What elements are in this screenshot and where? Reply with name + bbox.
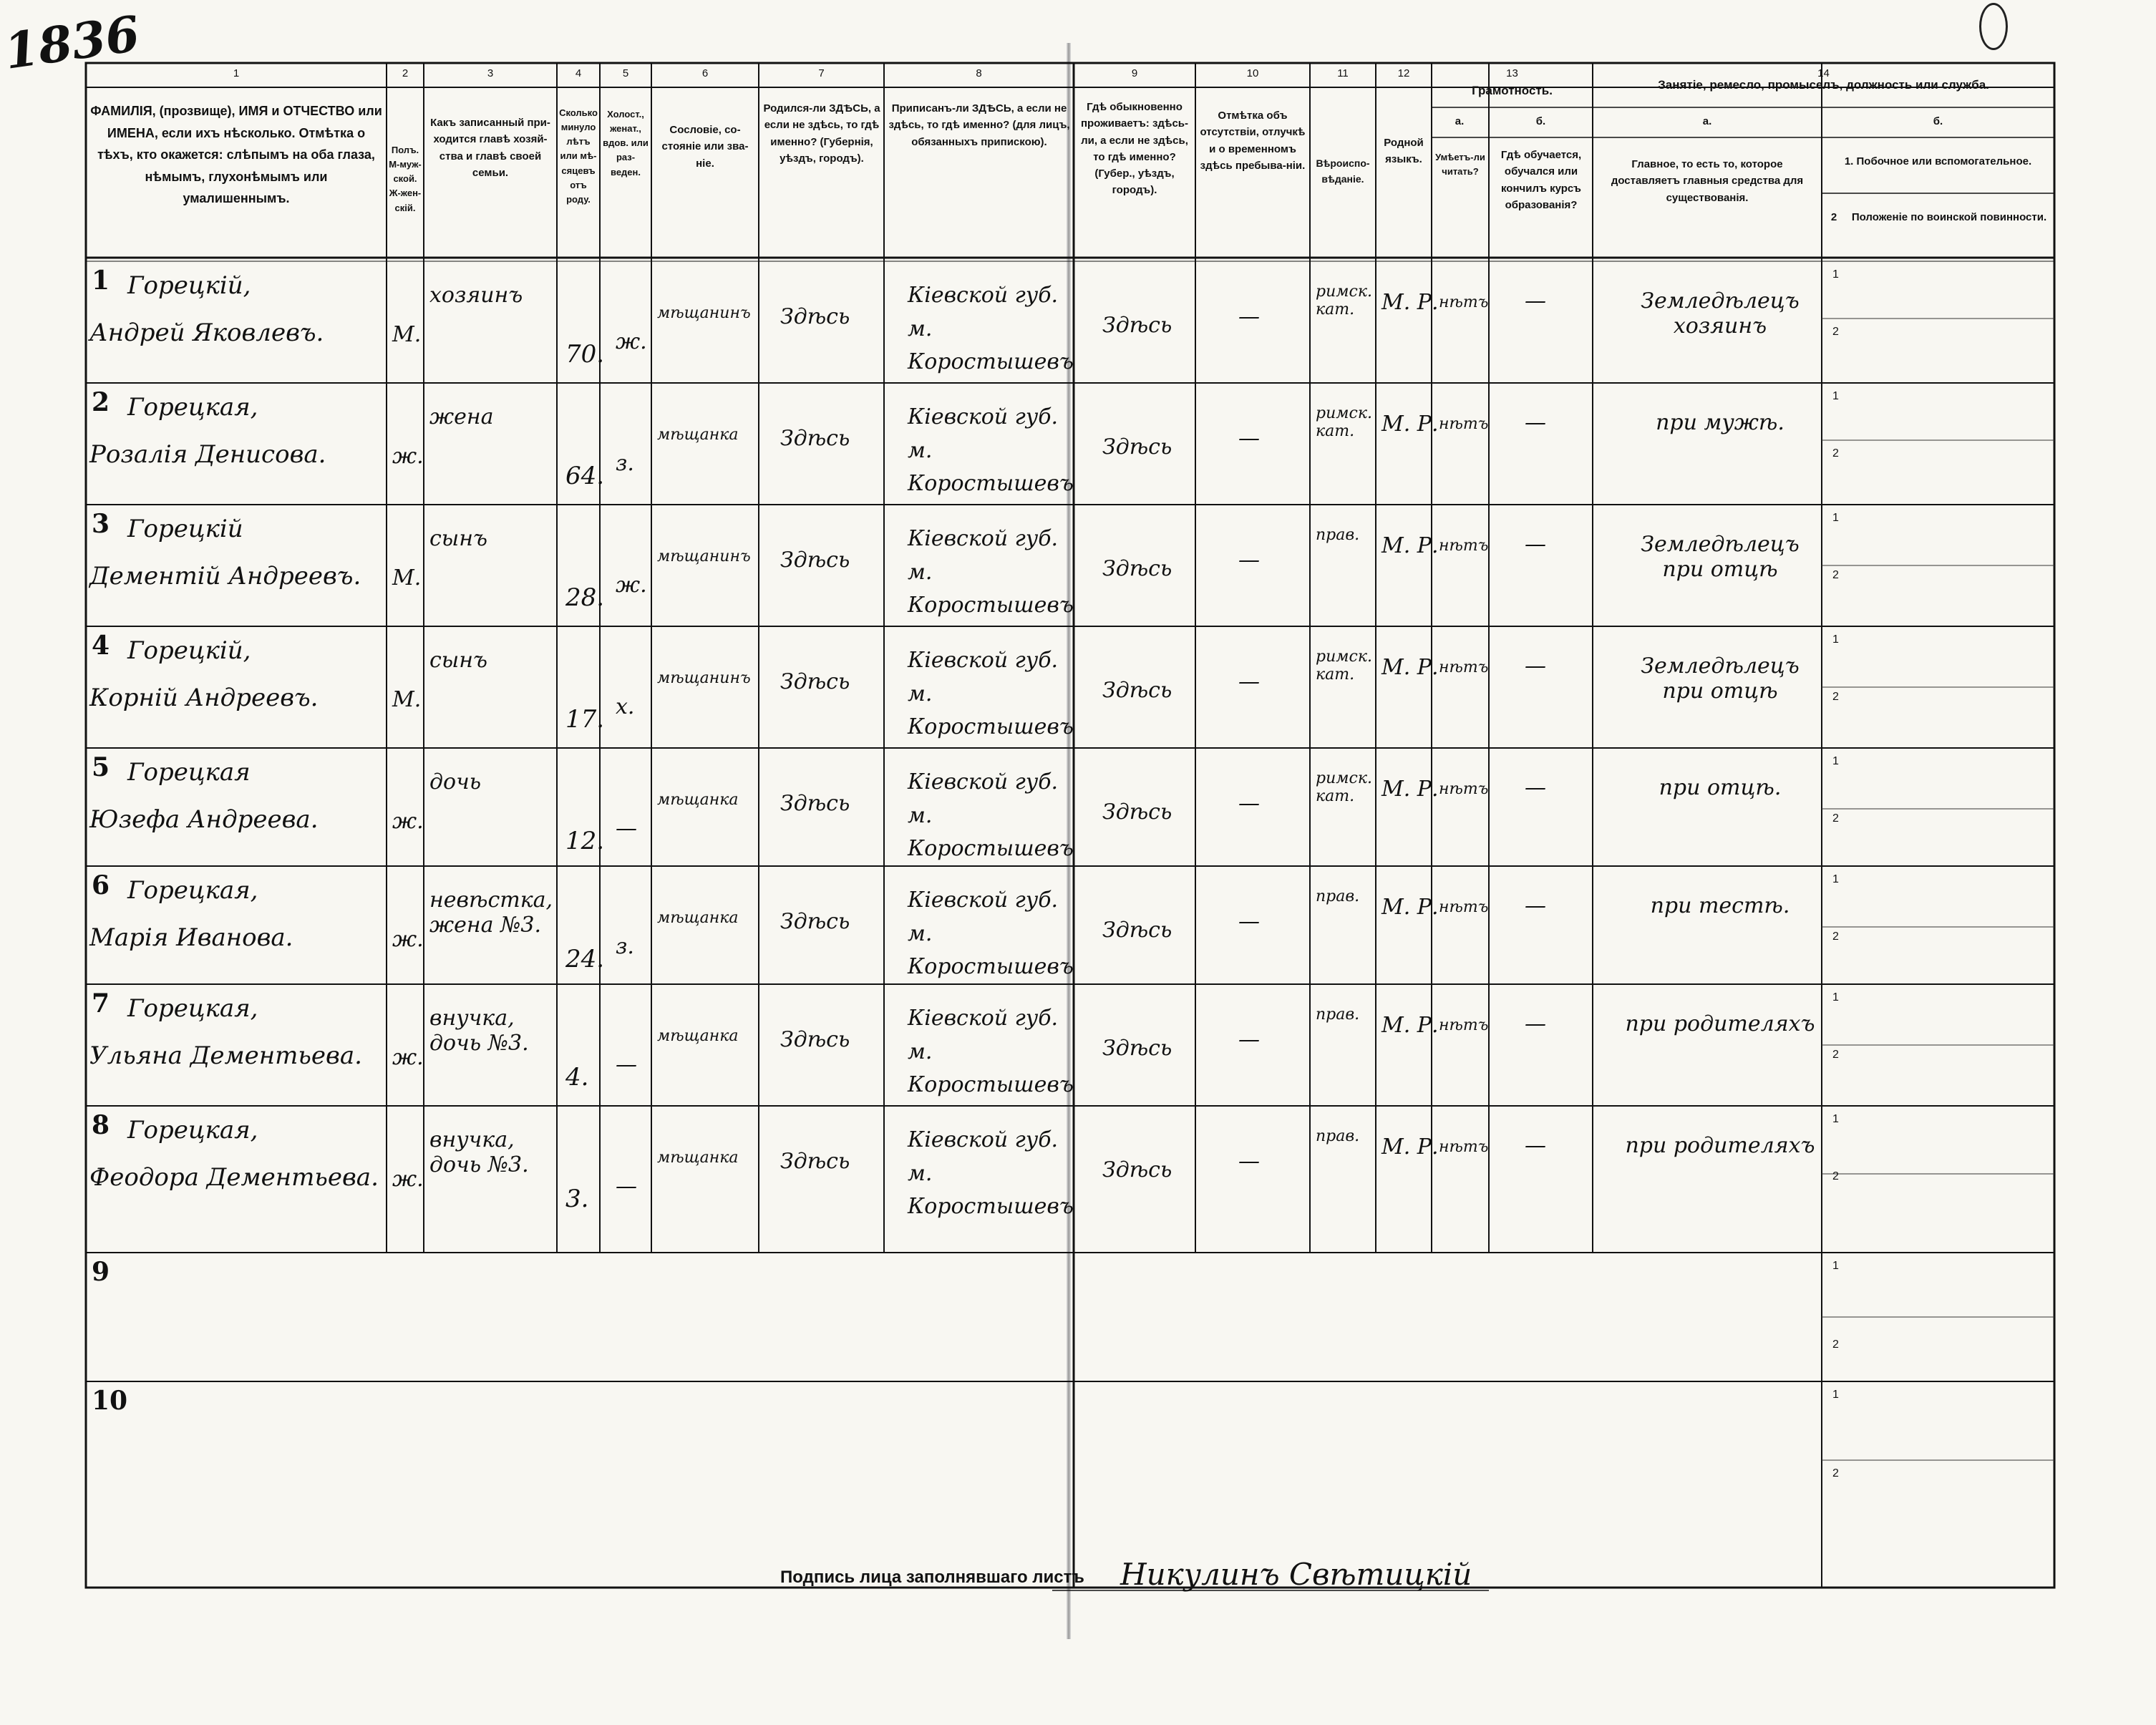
column-number-10: 10 bbox=[1246, 67, 1259, 79]
row-number: 9 bbox=[92, 1257, 110, 1287]
person-literacy: нѣтъ bbox=[1439, 659, 1489, 676]
header-relation: Какъ записанный при-ходится главѣ хозяй-ства и главѣ своей семьи. bbox=[430, 117, 550, 179]
signature: Никулинъ Свѣтицкій bbox=[1120, 1557, 1472, 1592]
military-status-number: 2 bbox=[1832, 930, 1839, 943]
person-religion: римск. кат. bbox=[1316, 648, 1372, 684]
column-number-12: 12 bbox=[1397, 67, 1410, 79]
person-marital: х. bbox=[616, 694, 635, 719]
column-number-6: 6 bbox=[701, 67, 709, 79]
header-sex: Полъ. М-муж-ской. Ж-жен-скій. bbox=[389, 145, 422, 213]
signature-label: Подпись лица заполнявшаго листъ bbox=[780, 1568, 1084, 1587]
column-number-14: 14 bbox=[1817, 67, 1830, 79]
person-marital: — bbox=[616, 816, 637, 841]
person-occupation: Земледѣлецъ при отцѣ bbox=[1641, 532, 1800, 582]
row-number: 2 bbox=[92, 387, 110, 417]
person-education: — bbox=[1525, 775, 1546, 800]
person-education: — bbox=[1525, 532, 1546, 557]
header-occupation: Занятіе, ремесло, промыселъ, должность или служба. bbox=[1658, 78, 1989, 92]
person-sex: М. bbox=[392, 687, 422, 712]
person-language: М. Р. bbox=[1382, 777, 1439, 802]
person-birthplace: Здѣсь bbox=[780, 1149, 850, 1174]
person-birthplace: Здѣсь bbox=[780, 548, 850, 573]
person-birthplace: Здѣсь bbox=[780, 304, 850, 329]
person-estate: мѣщанка bbox=[657, 909, 739, 927]
person-sex: М. bbox=[392, 565, 422, 591]
person-sex: ж. bbox=[392, 444, 424, 469]
person-language: М. Р. bbox=[1382, 1013, 1439, 1038]
header-age: Сколько минуло лѣтъ или мѣ-сяцевъ отъ роду. bbox=[559, 107, 598, 205]
secondary-occupation-number: 1 bbox=[1832, 873, 1839, 885]
person-relation: жена bbox=[429, 404, 494, 429]
column-number-13: 13 bbox=[1506, 67, 1518, 79]
person-birthplace: Здѣсь bbox=[780, 669, 850, 694]
person-occupation: при родителяхъ bbox=[1625, 1133, 1815, 1158]
header-residence: Гдѣ обыкновенно проживаетъ: здѣсь-ли, а если не здѣсь, то гдѣ именно? (Губер., уѣздъ, городъ). bbox=[1080, 101, 1189, 197]
header-marital: Холост., женат., вдов. или раз-веден. bbox=[603, 109, 649, 178]
person-occupation: при мужѣ. bbox=[1656, 410, 1784, 435]
header-absence: Отмѣтка объ отсутствіи, отлучкѣ и о временномъ здѣсь пребыва-ніи. bbox=[1200, 110, 1306, 172]
military-status-number: 2 bbox=[1832, 812, 1839, 825]
person-language: М. Р. bbox=[1382, 412, 1439, 437]
person-relation: внучка, дочь №3. bbox=[429, 1127, 529, 1177]
header-literacy: Грамотность. bbox=[1472, 84, 1553, 97]
person-religion: прав. bbox=[1316, 1127, 1360, 1145]
row-number: 1 bbox=[92, 266, 110, 296]
person-estate: мѣщанка bbox=[657, 791, 739, 809]
person-absence: — bbox=[1238, 791, 1260, 816]
person-registration: Кіевской губ. м. Коростышевъ bbox=[908, 404, 1074, 496]
person-absence: — bbox=[1238, 1027, 1260, 1052]
person-surname: Горецкая, bbox=[127, 876, 258, 905]
person-absence: — bbox=[1238, 304, 1260, 329]
person-occupation: при родителяхъ bbox=[1625, 1011, 1815, 1036]
military-status-number: 2 bbox=[1832, 1049, 1839, 1061]
person-residence: Здѣсь bbox=[1102, 1157, 1172, 1182]
column-number-3: 3 bbox=[487, 67, 494, 79]
person-religion: прав. bbox=[1316, 1006, 1360, 1024]
person-language: М. Р. bbox=[1382, 1134, 1439, 1160]
person-age: 4. bbox=[565, 1063, 589, 1092]
person-name: Феодора Дементьева. bbox=[89, 1163, 379, 1192]
secondary-occupation-number: 1 bbox=[1832, 991, 1839, 1004]
person-surname: Горецкій bbox=[127, 515, 243, 543]
person-relation: сынъ bbox=[429, 648, 487, 673]
column-number-7: 7 bbox=[818, 67, 825, 79]
military-status-number: 2 bbox=[1832, 326, 1839, 338]
military-status-number: 2 bbox=[1832, 569, 1839, 581]
person-absence: — bbox=[1238, 909, 1260, 934]
person-education: — bbox=[1525, 893, 1546, 918]
person-religion: римск. кат. bbox=[1316, 404, 1372, 440]
person-sex: ж. bbox=[392, 1045, 424, 1070]
column-number-5: 5 bbox=[622, 67, 629, 79]
column-number-11: 11 bbox=[1337, 67, 1349, 79]
person-name: Розалія Денисова. bbox=[89, 440, 326, 469]
person-registration: Кіевской губ. м. Коростышевъ bbox=[908, 888, 1074, 979]
person-absence: — bbox=[1238, 548, 1260, 573]
row-number: 6 bbox=[92, 870, 110, 900]
secondary-occupation-number: 1 bbox=[1832, 633, 1839, 646]
column-number-8: 8 bbox=[976, 67, 982, 79]
military-status-number: 2 bbox=[1832, 691, 1839, 703]
column-number-2: 2 bbox=[402, 67, 409, 79]
person-literacy: нѣтъ bbox=[1439, 415, 1489, 433]
person-marital: ж. bbox=[616, 573, 647, 598]
person-estate: мѣщанка bbox=[657, 1149, 739, 1167]
person-estate: мѣщанинъ bbox=[657, 304, 751, 322]
header-main-occupation: Главное, то есть то, которое доставляетъ главныя средства для существованія. bbox=[1611, 158, 1804, 204]
person-birthplace: Здѣсь bbox=[780, 1027, 850, 1052]
military-status-number: 2 bbox=[1832, 1170, 1839, 1182]
header-religion: Вѣроиспо-вѣданіе. bbox=[1316, 157, 1370, 185]
person-residence: Здѣсь bbox=[1102, 434, 1172, 460]
person-education: — bbox=[1525, 288, 1546, 314]
person-age: 70. bbox=[565, 340, 605, 369]
archive-number: 1836 bbox=[1, 5, 143, 81]
row-number: 8 bbox=[92, 1110, 110, 1140]
military-status-number: 2 bbox=[1832, 1467, 1839, 1479]
header-occupation-a-letter: а. bbox=[1702, 115, 1712, 127]
header-literacy-a-letter: а. bbox=[1455, 115, 1465, 127]
person-residence: Здѣсь bbox=[1102, 678, 1172, 703]
person-estate: мѣщанка bbox=[657, 426, 739, 444]
header-can-read: Умѣетъ-ли читать? bbox=[1435, 152, 1485, 178]
row-number: 4 bbox=[92, 631, 110, 661]
person-absence: — bbox=[1238, 669, 1260, 694]
person-education: — bbox=[1525, 653, 1546, 679]
person-absence: — bbox=[1238, 1149, 1260, 1174]
person-surname: Горецкій, bbox=[127, 271, 251, 300]
secondary-occupation-number: 1 bbox=[1832, 268, 1839, 281]
person-marital: ж. bbox=[616, 329, 647, 354]
person-relation: невѣстка, жена №3. bbox=[429, 888, 553, 938]
person-surname: Горецкій, bbox=[127, 636, 251, 665]
person-education: — bbox=[1525, 1011, 1546, 1036]
row-number: 3 bbox=[92, 509, 110, 539]
military-status-number: 2 bbox=[1832, 447, 1839, 460]
person-name: Марія Иванова. bbox=[89, 923, 293, 952]
person-sex: ж. bbox=[392, 809, 424, 834]
person-religion: прав. bbox=[1316, 526, 1360, 544]
person-marital: — bbox=[616, 1052, 637, 1077]
person-religion: римск. кат. bbox=[1316, 769, 1372, 805]
person-birthplace: Здѣсь bbox=[780, 426, 850, 451]
person-relation: внучка, дочь №3. bbox=[429, 1006, 529, 1056]
person-name: Дементій Андреевъ. bbox=[89, 562, 361, 591]
person-religion: римск. кат. bbox=[1316, 283, 1372, 319]
person-sex: М. bbox=[392, 322, 422, 347]
person-language: М. Р. bbox=[1382, 895, 1439, 920]
person-estate: мѣщанинъ bbox=[657, 669, 751, 687]
person-residence: Здѣсь bbox=[1102, 313, 1172, 338]
secondary-occupation-number: 1 bbox=[1832, 512, 1839, 524]
person-literacy: нѣтъ bbox=[1439, 537, 1489, 555]
person-occupation: Земледѣлецъ при отцѣ bbox=[1641, 653, 1800, 704]
header-occupation-b-letter: б. bbox=[1933, 115, 1943, 127]
person-literacy: нѣтъ bbox=[1439, 898, 1489, 916]
header-registered: Приписанъ-ли ЗДѢСЬ, а если не здѣсь, то гдѣ именно? (для лицъ, обязанныхъ припискою). bbox=[888, 102, 1070, 148]
person-relation: сынъ bbox=[429, 526, 487, 551]
person-registration: Кіевской губ. м. Коростышевъ bbox=[908, 648, 1074, 739]
person-registration: Кіевской губ. м. Коростышевъ bbox=[908, 1127, 1074, 1219]
row-number: 10 bbox=[92, 1386, 128, 1416]
person-estate: мѣщанинъ bbox=[657, 548, 751, 565]
person-residence: Здѣсь bbox=[1102, 556, 1172, 581]
person-residence: Здѣсь bbox=[1102, 918, 1172, 943]
person-literacy: нѣтъ bbox=[1439, 293, 1489, 311]
person-residence: Здѣсь bbox=[1102, 1036, 1172, 1061]
column-number-9: 9 bbox=[1131, 67, 1138, 79]
person-language: М. Р. bbox=[1382, 533, 1439, 558]
person-name: Юзефа Андреева. bbox=[89, 805, 319, 834]
person-registration: Кіевской губ. м. Коростышевъ bbox=[908, 769, 1074, 861]
person-education: — bbox=[1525, 1133, 1546, 1158]
person-sex: ж. bbox=[392, 927, 424, 952]
secondary-occupation-number: 1 bbox=[1832, 1389, 1839, 1401]
person-age: 17. bbox=[565, 705, 605, 734]
person-relation: хозяинъ bbox=[429, 283, 523, 308]
person-language: М. Р. bbox=[1382, 290, 1439, 315]
person-education: — bbox=[1525, 410, 1546, 435]
secondary-occupation-number: 1 bbox=[1832, 1260, 1839, 1272]
person-residence: Здѣсь bbox=[1102, 800, 1172, 825]
person-absence: — bbox=[1238, 426, 1260, 451]
person-name: Корній Андреевъ. bbox=[89, 684, 319, 712]
person-surname: Горецкая bbox=[127, 758, 251, 787]
header-birthplace: Родился-ли ЗДѢСЬ, а если не здѣсь, то гдѣ именно? (Губернія, уѣздъ, городъ). bbox=[763, 102, 880, 165]
header-language: Родной языкъ. bbox=[1384, 137, 1424, 166]
header-military-service: Положеніе по воинской повинности. bbox=[1851, 211, 2047, 223]
person-sex: ж. bbox=[392, 1167, 424, 1192]
person-surname: Горецкая, bbox=[127, 1116, 258, 1145]
person-age: 24. bbox=[565, 945, 605, 973]
header-education: Гдѣ обучается, обучался или кончилъ курсъ образованія? bbox=[1500, 149, 1582, 211]
column-number-1: 1 bbox=[233, 67, 240, 79]
person-marital: з. bbox=[616, 934, 634, 959]
person-literacy: нѣтъ bbox=[1439, 1016, 1489, 1034]
row-number: 7 bbox=[92, 988, 110, 1019]
person-marital: — bbox=[616, 1174, 637, 1199]
person-name: Андрей Яковлевъ. bbox=[89, 319, 324, 347]
person-birthplace: Здѣсь bbox=[780, 791, 850, 816]
person-birthplace: Здѣсь bbox=[780, 909, 850, 934]
military-status-number: 2 bbox=[1832, 1338, 1839, 1351]
person-literacy: нѣтъ bbox=[1439, 780, 1489, 798]
secondary-occupation-number: 1 bbox=[1832, 390, 1839, 402]
header-estate: Сословіе, со-стояніе или зва-ніе. bbox=[661, 124, 749, 170]
secondary-occupation-number: 1 bbox=[1832, 1113, 1839, 1125]
person-literacy: нѣтъ bbox=[1439, 1138, 1489, 1156]
person-registration: Кіевской губ. м. Коростышевъ bbox=[908, 526, 1074, 618]
column-number-4: 4 bbox=[575, 67, 582, 79]
person-relation: дочь bbox=[429, 769, 482, 795]
person-registration: Кіевской губ. м. Коростышевъ bbox=[908, 283, 1074, 374]
header-surname-name: ФАМИЛІЯ, (прозвище), ИМЯ и ОТЧЕСТВО или ИМЕНА, если ихъ нѣсколько. Отмѣтка о тѣхъ, кто окажется: слѣпымъ на оба глаза, нѣмымъ, глухонѣмымъ или умалишеннымъ. bbox=[90, 104, 382, 206]
row-number: 5 bbox=[92, 752, 110, 782]
header-military-number: 2 bbox=[1830, 211, 1837, 223]
person-name: Ульяна Дементьева. bbox=[89, 1041, 362, 1070]
person-registration: Кіевской губ. м. Коростышевъ bbox=[908, 1006, 1074, 1097]
person-surname: Горецкая, bbox=[127, 393, 258, 422]
person-age: 12. bbox=[565, 827, 605, 855]
person-occupation: Земледѣлецъ хозяинъ bbox=[1641, 288, 1800, 339]
person-marital: з. bbox=[616, 451, 634, 476]
header-secondary-occupation: 1. Побочное или вспомогательное. bbox=[1844, 155, 2032, 167]
person-language: М. Р. bbox=[1382, 655, 1439, 680]
person-age: 28. bbox=[565, 583, 605, 612]
person-occupation: при отцѣ. bbox=[1659, 775, 1782, 800]
person-occupation: при тестѣ. bbox=[1650, 893, 1790, 918]
person-surname: Горецкая, bbox=[127, 994, 258, 1023]
person-age: 3. bbox=[565, 1185, 589, 1213]
person-estate: мѣщанка bbox=[657, 1027, 739, 1045]
person-religion: прав. bbox=[1316, 888, 1360, 905]
header-literacy-b-letter: б. bbox=[1535, 115, 1546, 127]
person-age: 64. bbox=[565, 462, 605, 490]
secondary-occupation-number: 1 bbox=[1832, 755, 1839, 767]
